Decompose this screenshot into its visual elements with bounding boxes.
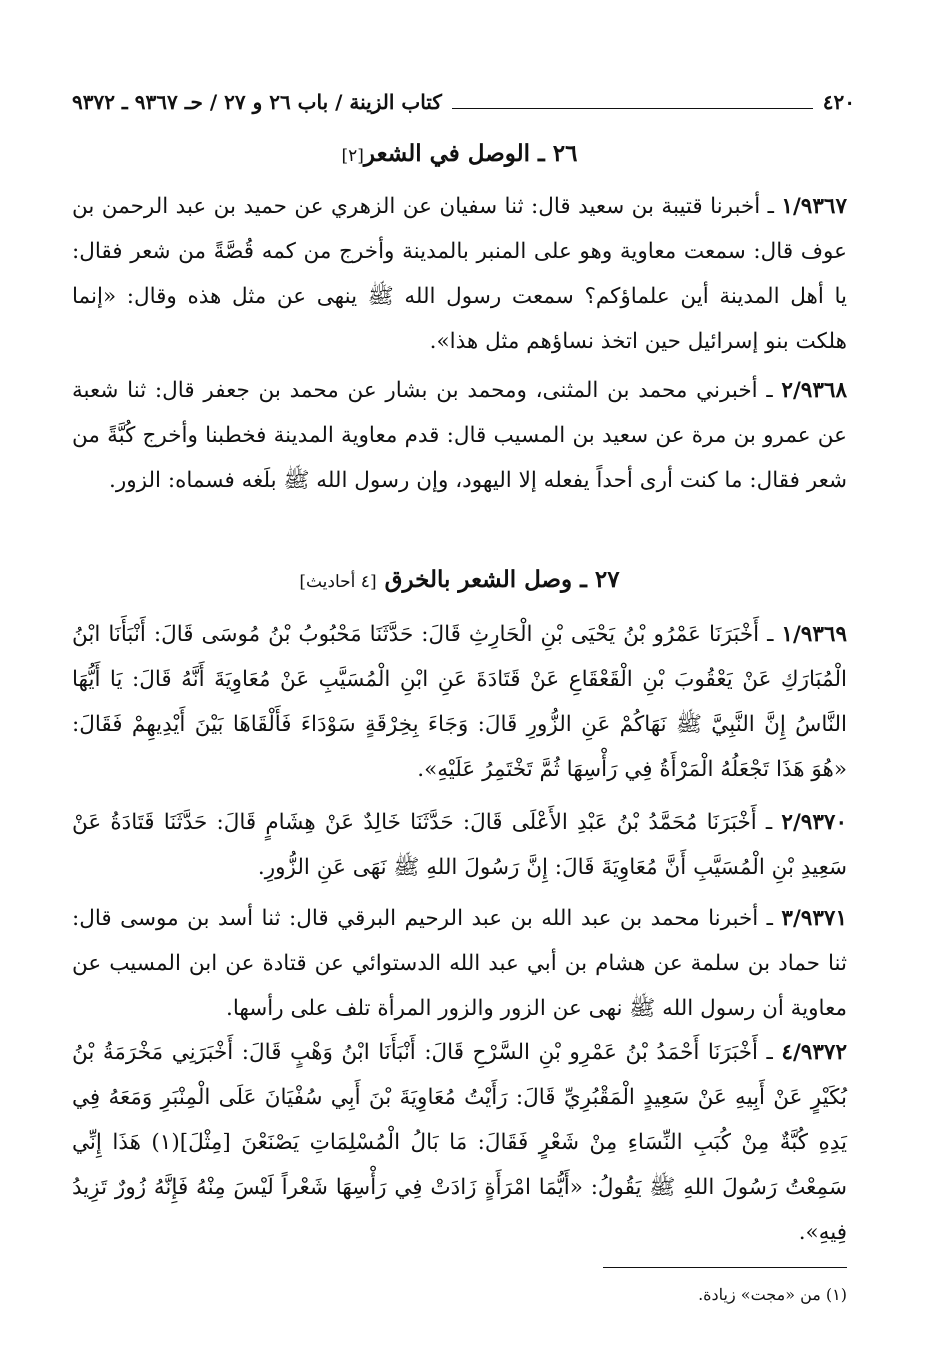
section-heading-text: ٢٦ ـ الوصل في الشعر <box>363 140 578 167</box>
hadith-number: ١/٩٣٦٩ <box>781 622 847 647</box>
hadith-number: ١/٩٣٦٧ <box>781 194 847 219</box>
hadith-number: ٢/٩٣٦٨ <box>781 378 847 403</box>
footnote: (١) من «مجت» زيادة. <box>698 1285 847 1304</box>
hadith-9371 <box>72 896 847 1031</box>
hadith-9370 <box>72 800 847 890</box>
hadith-text: ـ أخبرني محمد بن المثنى، ومحمد بن بشار عن محمد بن جعفر قال: ثنا شعبة عن عمرو بن مرة عن سعيد بن المسيب قال: قدم معاوية المدينة فخطبنا وأخرج كُبَّةً من شعر فقال: ما كنت أرى أحداً يفعله إلا اليهود، وإن رسول الله ﷺ بلَغه فسماه: الزور. <box>72 378 847 493</box>
section-heading-note: [٢] <box>341 146 364 166</box>
hadith-text: ـ أَخْبَرَنَا أَحْمَدُ بْنُ عَمْرِو بْنِ السَّرْحِ قَالَ: أَنْبَأَنَا ابْنُ وَهْبٍ قَالَ: أَخْبَرَنِي مَخْرَمَةُ بْنُ بُكَيْرٍ عَنْ أَبِيهِ عَنْ سَعِيدٍ الْمَقْبُرِيِّ قَالَ: رَأَيْتُ مُعَاوِيَةَ بْنَ أَبِي سُفْيَانَ عَلَى الْمِنْبَرِ وَمَعَهُ فِي يَدِهِ كُبَّةٌ مِنْ كُبَبِ النِّسَاءِ مِنْ شَعْرٍ فَقَالَ: مَا بَالُ الْمُسْلِمَاتِ يَصْنَعْنَ [مِثْلَ](١) هَذَا إِنِّي سَمِعْتُ رَسُولَ اللهِ ﷺ يَقُولُ: «أَيُّمَا امْرَأَةٍ زَادَتْ فِي رَأْسِهَا شَعْراً لَيْسَ مِنْهُ فَإِنَّهُ زُورٌ تَزِيدُ فِيهِ». <box>72 1040 847 1245</box>
hadith-9368 <box>72 368 847 503</box>
hadith-9369 <box>72 612 847 792</box>
hadith-paragraph <box>72 184 847 364</box>
hadith-paragraph <box>72 368 847 503</box>
running-title: كتاب الزينة / باب ٢٦ و ٢٧ / حـ ٩٣٦٧ ـ ٩٣٧٢ <box>72 90 442 114</box>
section-heading-note: [٤ أحاديث] <box>299 572 377 592</box>
hadith-9372 <box>72 1030 847 1255</box>
hadith-text: ـ أخبرنا محمد بن عبد الله بن عبد الرحيم البرقي قال: ثنا أسد بن موسى قال: ثنا حماد بن سلمة عن هشام بن أبي عبد الله الدستوائي عن قتادة عن ابن المسيب عن معاوية أن رسول الله ﷺ نهى عن الزور والزور المرأة تلف على رأسها. <box>72 906 847 1021</box>
hadith-9367 <box>72 184 847 364</box>
section-heading-text: ٢٧ ـ وصل الشعر بالخرق <box>384 566 620 593</box>
section-heading <box>72 566 847 593</box>
hadith-paragraph <box>72 896 847 1031</box>
hadith-paragraph <box>72 1030 847 1255</box>
hadith-number: ٢/٩٣٧٠ <box>781 810 847 835</box>
hadith-number: ٣/٩٣٧١ <box>781 906 847 931</box>
hadith-text: ـ أَخْبَرَنَا عَمْرُو بْنُ يَحْيَى بْنِ الْحَارِثِ قَالَ: حَدَّثَنَا مَحْبُوبُ بْنُ مُوسَى قَالَ: أَنْبَأَنَا ابْنُ الْمُبَارَكِ عَنْ يَعْقُوبَ بْنِ الْقَعْقَاعِ عَنْ قَتَادَةَ عَنِ ابْنِ الْمُسَيَّبِ عَنْ مُعَاوِيَةَ أَنَّهُ قَالَ: يَا أَيُّهَا النَّاسُ إِنَّ النَّبِيَّ ﷺ نَهَاكُمْ عَنِ الزُّورِ قَالَ: وَجَاءَ بِخِرْقَةٍ سَوْدَاءَ فَأَلْقَاهَا بَيْنَ أَيْدِيهِمْ فَقَالَ: «هُوَ هَذَا تَجْعَلُهُ الْمَرْأَةُ فِي رَأْسِهَا ثُمَّ تَخْتَمِرُ عَلَيْهِ». <box>72 622 847 782</box>
hadith-text: ـ أخبرنا قتيبة بن سعيد قال: ثنا سفيان عن الزهري عن حميد بن عبد الرحمن بن عوف قال: سمعت معاوية وهو على المنبر بالمدينة وأخرج من كمه قُصَّةً من شعر فقال: يا أهل المدينة أين علماؤكم؟ سمعت رسول الله ﷺ ينهى عن مثل هذه وقال: «إنما هلكت بنو إسرائيل حين اتخذ نساؤهم مثل هذا». <box>72 194 847 354</box>
hadith-number: ٤/٩٣٧٢ <box>781 1040 847 1065</box>
running-head <box>72 86 855 118</box>
hadith-text: ـ أَخْبَرَنَا مُحَمَّدُ بْنُ عَبْدِ الأَعْلَى قَالَ: حَدَّثَنَا خَالِدٌ عَنْ هِشَامٍ قَالَ: حَدَّثَنَا قَتَادَةُ عَنْ سَعِيدِ بْنِ الْمُسَيَّبِ أَنَّ مُعَاوِيَةَ قَالَ: إِنَّ رَسُولَ اللهِ ﷺ نَهَى عَنِ الزُّورِ. <box>72 810 847 880</box>
hadith-paragraph <box>72 800 847 890</box>
footnote-rule <box>603 1267 847 1268</box>
section-26 <box>72 140 847 167</box>
page-number: ٤٢٠ <box>822 90 855 114</box>
header-rule <box>452 108 813 109</box>
section-27 <box>72 566 847 593</box>
section-heading <box>72 140 847 167</box>
hadith-paragraph <box>72 612 847 792</box>
